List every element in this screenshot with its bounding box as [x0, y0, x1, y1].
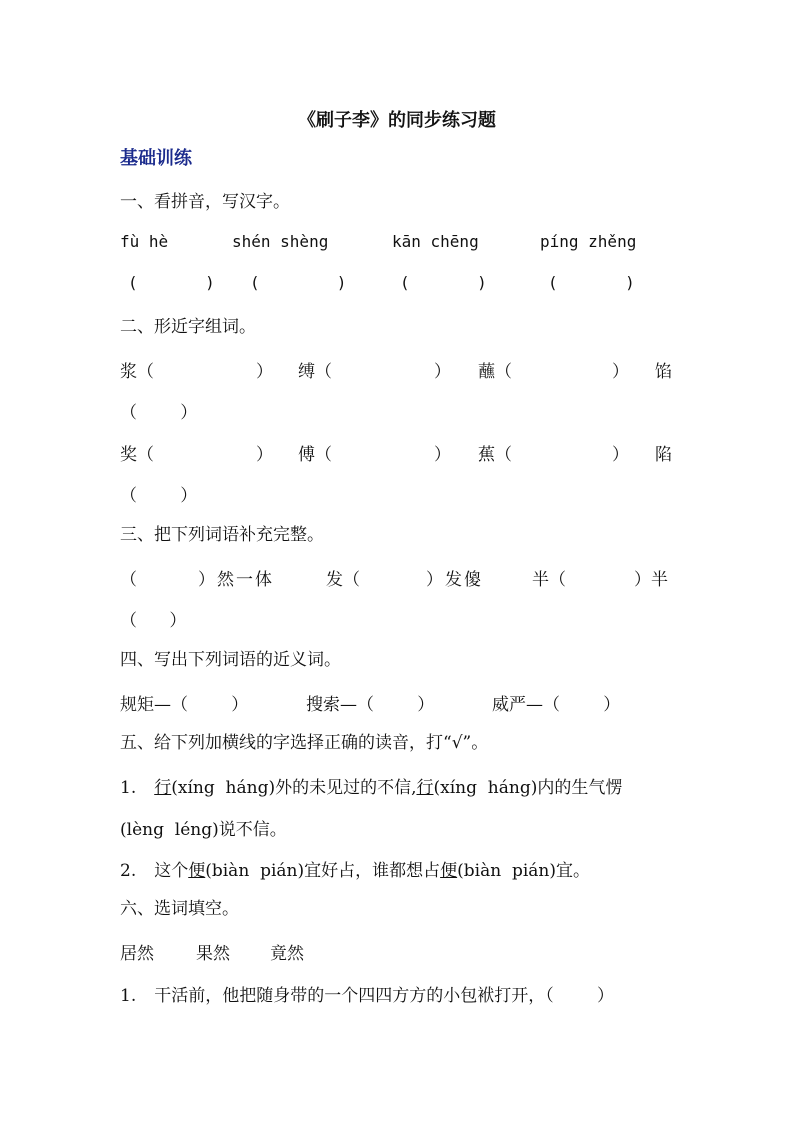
q5-s2-c: (biàn pián)宜。	[457, 861, 591, 881]
q5-s1-end: (xíng háng)内的生气愣	[433, 778, 623, 798]
q2-r1-close1: ）	[256, 362, 273, 382]
q2-r1-wrap-blank[interactable]: （ ）	[120, 403, 198, 423]
q1-blank-1[interactable]: ( )	[128, 273, 215, 292]
q2-r1-item1: 浆（	[120, 362, 154, 382]
q1-blank-4[interactable]: ( )	[548, 273, 635, 292]
q5-heading: 五、给下列加横线的字选择正确的读音，打“√”。	[120, 733, 489, 753]
q2-r2-item3: 蕉（	[478, 445, 512, 465]
q3-item2-rest: ）发傻	[426, 570, 483, 590]
q6-s1-text[interactable]: 干活前，他把随身带的一个四四方方的小包袱打开，（ ）	[154, 986, 614, 1006]
q5-s2-underlined-2: 便	[440, 861, 458, 881]
q6-word-1: 居然	[120, 944, 154, 964]
q6-word-3: 竟然	[270, 944, 304, 964]
q6-s1-number: 1.	[120, 986, 137, 1006]
q1-pinyin-4: píng zhěng	[540, 232, 637, 251]
q2-r2-item4: 陷	[655, 445, 672, 465]
q5-s1-line1	[120, 773, 622, 798]
q5-s2-underlined-1: 便	[188, 861, 206, 881]
q2-r2-item1: 奖（	[120, 445, 154, 465]
q2-r1-close3: ）	[612, 362, 629, 382]
q2-r2-item2: 傅（	[298, 445, 332, 465]
q6-s1-line	[120, 981, 614, 1006]
q2-r1-item2: 缚（	[298, 362, 332, 382]
q4-item-3[interactable]: 威严—（ ）	[492, 695, 621, 715]
q6-word-2: 果然	[196, 944, 230, 964]
q5-s1-line2: (lèng léng)说不信。	[120, 820, 287, 840]
q3-wrap-blank[interactable]: （ ）	[120, 611, 187, 631]
q3-item2-open: 发（	[326, 570, 360, 590]
q4-item-1[interactable]: 规矩—（ ）	[120, 695, 249, 715]
q6-heading: 六、选词填空。	[120, 899, 239, 919]
q5-s1-underlined-1: 行	[154, 778, 172, 798]
q5-s1-number: 1.	[120, 778, 137, 798]
q1-heading: 一、看拼音，写汉字。	[120, 192, 290, 212]
q3-item3-open: 半（	[532, 570, 566, 590]
q1-blank-3[interactable]: ( )	[400, 273, 487, 292]
q4-heading: 四、写出下列词语的近义词。	[120, 650, 341, 670]
q2-heading: 二、形近字组词。	[120, 317, 256, 337]
q2-r1-item3: 蘸（	[478, 362, 512, 382]
q2-r2-close3: ）	[612, 445, 629, 465]
q1-pinyin-3: kān chēng	[392, 232, 479, 251]
q5-s2-line	[120, 856, 590, 881]
q5-s2-number: 2.	[120, 861, 137, 881]
q3-item3-rest: ）半	[634, 570, 668, 590]
page-title: 《刷子李》的同步练习题	[298, 110, 496, 131]
q4-item-2[interactable]: 搜索—（ ）	[306, 695, 435, 715]
q2-r2-wrap-blank[interactable]: （ ）	[120, 486, 198, 506]
section-heading: 基础训练	[120, 148, 192, 169]
q5-s2-b: (biàn pián)宜好占，谁都想占	[205, 861, 441, 881]
q1-blank-2[interactable]: ( )	[250, 273, 347, 292]
q1-pinyin-2: shén shèng	[232, 232, 329, 251]
q2-r2-close2: ）	[434, 445, 451, 465]
q2-r1-close2: ）	[434, 362, 451, 382]
q2-r1-item4: 馅	[655, 362, 672, 382]
q5-s2-a: 这个	[154, 861, 189, 881]
q3-heading: 三、把下列词语补充完整。	[120, 525, 324, 545]
q2-r2-close1: ）	[256, 445, 273, 465]
q5-s1-underlined-2: 行	[416, 778, 434, 798]
q1-pinyin-1: fù hè	[120, 232, 169, 251]
q5-s1-mid: (xíng háng)外的未见过的不信,	[171, 778, 417, 798]
q3-item1-open: （	[120, 570, 137, 590]
q3-item1-rest: ）然一体	[198, 570, 274, 590]
